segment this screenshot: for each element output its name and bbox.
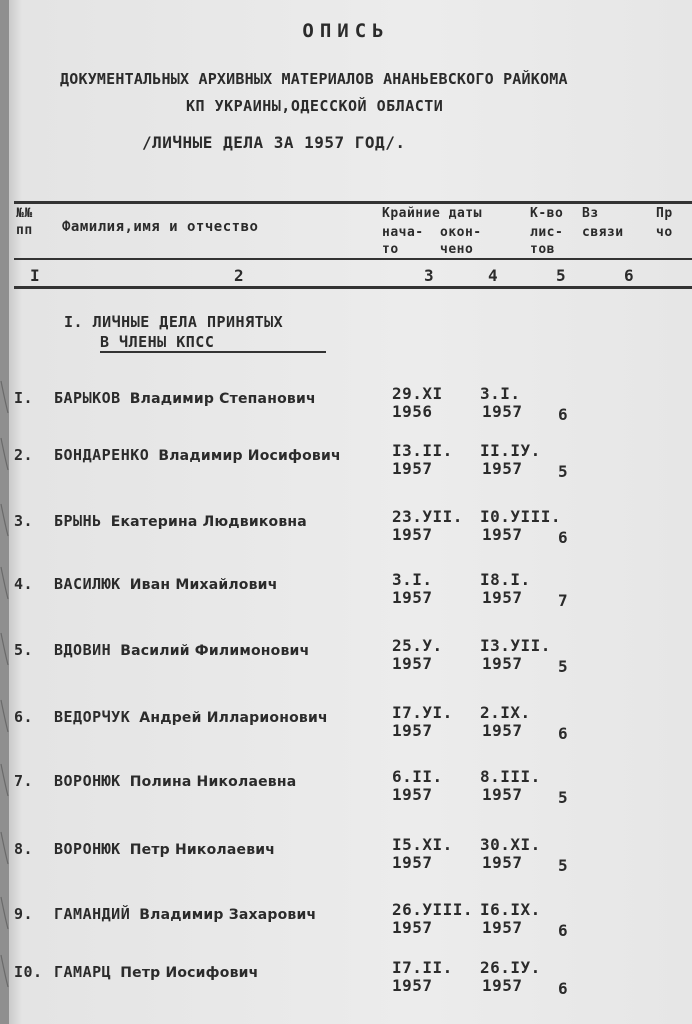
- entry-end-year: 1957: [482, 785, 523, 804]
- entry-given-names: Иван Михайлович: [129, 577, 278, 593]
- entry-name: [54, 963, 258, 981]
- entry-name: [54, 840, 275, 858]
- entry-page-count: 6: [558, 979, 569, 998]
- entry-name: [54, 772, 296, 790]
- entry-end-day: 30.XI.: [480, 835, 541, 854]
- check-mark-icon: [0, 502, 10, 538]
- table-number-rule: [14, 286, 692, 289]
- entry-surname: ВОРОНЮК: [54, 840, 121, 858]
- entry-given-names: Владимир Иосифович: [158, 448, 341, 464]
- header-number-label-line2: пп: [16, 223, 33, 238]
- check-mark-icon: [0, 565, 10, 601]
- table-top-rule: [14, 201, 692, 204]
- header-dates-label: Крайние даты: [382, 206, 482, 221]
- entry-start-year: 1957: [392, 459, 433, 478]
- section-underline: [100, 351, 326, 353]
- entry-page-count: 6: [558, 405, 569, 424]
- table-row: [0, 835, 692, 900]
- header-links-label-2: связи: [582, 225, 624, 240]
- entry-start-year: 1957: [392, 918, 433, 937]
- entry-number: 7.: [14, 772, 34, 790]
- table-header-rule: [14, 258, 692, 260]
- header-count-label-3: тов: [530, 242, 555, 257]
- entry-start-day: I7.II.: [392, 958, 453, 977]
- entry-number: 6.: [14, 708, 34, 726]
- entry-surname: ВДОВИН: [54, 641, 112, 659]
- section-heading-line1: I. ЛИЧНЫЕ ДЕЛА ПРИНЯТЫХ: [64, 313, 284, 331]
- subtitle-line-3: /ЛИЧНЫЕ ДЕЛА ЗА 1957 ГОД/.: [142, 133, 406, 152]
- header-extra-label-2: чо: [656, 225, 673, 240]
- table-row: [0, 767, 692, 832]
- entry-surname: БРЫНЬ: [54, 512, 102, 530]
- entry-given-names: Владимир Степанович: [129, 391, 316, 407]
- entry-page-count: 5: [558, 462, 569, 481]
- entry-end-day: 2.IX.: [480, 703, 531, 722]
- entry-start-year: 1957: [392, 588, 433, 607]
- check-mark-icon: [0, 762, 10, 798]
- table-row: [0, 507, 692, 572]
- entry-surname: ВОРОНЮК: [54, 772, 121, 790]
- entry-given-names: Андрей Илларионович: [139, 710, 328, 726]
- entry-start-year: 1956: [392, 402, 433, 421]
- table-row: [0, 958, 692, 1023]
- entry-number: 5.: [14, 641, 34, 659]
- entry-end-year: 1957: [482, 525, 523, 544]
- entry-start-day: 26.УIII.: [392, 900, 474, 919]
- entry-given-names: Владимир Захарович: [139, 907, 317, 923]
- entry-end-year: 1957: [482, 918, 523, 937]
- entry-surname: ВАСИЛЮК: [54, 575, 121, 593]
- header-end-label-2: чено: [440, 242, 474, 257]
- entry-name: [54, 389, 316, 407]
- entry-number: 2.: [14, 446, 34, 464]
- entry-number: 9.: [14, 905, 34, 923]
- entry-name: [54, 575, 278, 593]
- entry-start-day: 3.I.: [392, 570, 433, 589]
- header-number-label-line1: №№: [16, 206, 33, 221]
- entry-surname: ГАМАНДИЙ: [54, 905, 131, 923]
- entry-end-day: 26.IУ.: [480, 958, 541, 977]
- column-number-6: 6: [624, 266, 635, 285]
- entry-end-day: 3.I.: [480, 384, 521, 403]
- entry-start-year: 1957: [392, 976, 433, 995]
- entry-page-count: 5: [558, 657, 569, 676]
- entry-start-year: 1957: [392, 721, 433, 740]
- entry-end-day: I8.I.: [480, 570, 531, 589]
- section-heading-line2: В ЧЛЕНЫ КПСС: [100, 333, 215, 351]
- entry-page-count: 6: [558, 724, 569, 743]
- header-end-label: окон-: [440, 225, 482, 240]
- entry-end-day: I0.УIII.: [480, 507, 562, 526]
- header-links-label: Вз: [582, 206, 599, 221]
- entry-start-year: 1957: [392, 525, 433, 544]
- entry-name: [54, 641, 309, 659]
- header-name-label: Фамилия,имя и отчество: [62, 219, 259, 235]
- check-mark-icon: [0, 631, 10, 667]
- entry-end-year: 1957: [482, 721, 523, 740]
- entry-start-day: 29.XI: [392, 384, 443, 403]
- header-extra-label: Пр: [656, 206, 673, 221]
- entry-given-names: Полина Николаевна: [129, 774, 297, 790]
- table-row: [0, 384, 692, 449]
- column-number-3: 3: [424, 266, 435, 285]
- header-start-label: нача-: [382, 225, 424, 240]
- entry-name: [54, 708, 328, 726]
- entry-start-day: I5.XI.: [392, 835, 453, 854]
- entry-start-year: 1957: [392, 654, 433, 673]
- entry-start-day: 25.У.: [392, 636, 443, 655]
- entry-name: [54, 905, 316, 923]
- entry-start-year: 1957: [392, 785, 433, 804]
- entry-start-day: 6.II.: [392, 767, 443, 786]
- document-title: ОПИСЬ: [302, 20, 390, 42]
- entry-number: 8.: [14, 840, 34, 858]
- entry-start-day: I3.II.: [392, 441, 453, 460]
- header-number-label: [16, 205, 33, 239]
- table-row: [0, 703, 692, 768]
- column-number-5: 5: [556, 266, 567, 285]
- entry-end-day: 8.III.: [480, 767, 541, 786]
- entry-given-names: Петр Иосифович: [120, 965, 259, 981]
- entry-end-day: I3.УII.: [480, 636, 551, 655]
- table-row: [0, 441, 692, 506]
- entry-name: [54, 446, 341, 464]
- column-number-4: 4: [488, 266, 499, 285]
- check-mark-icon: [0, 698, 10, 734]
- entry-end-year: 1957: [482, 853, 523, 872]
- entry-end-year: 1957: [482, 459, 523, 478]
- entry-given-names: Екатерина Людвиковна: [110, 514, 307, 530]
- column-number-2: 2: [234, 266, 245, 285]
- entry-surname: ВЕДОРЧУК: [54, 708, 131, 726]
- entry-page-count: 6: [558, 528, 569, 547]
- entry-end-year: 1957: [482, 402, 523, 421]
- entry-start-year: 1957: [392, 853, 433, 872]
- check-mark-icon: [0, 895, 10, 931]
- header-start-label-2: то: [382, 242, 399, 257]
- header-count-label: К-во: [530, 206, 564, 221]
- check-mark-icon: [0, 379, 10, 415]
- entry-given-names: Василий Филимонович: [120, 643, 310, 659]
- entry-end-year: 1957: [482, 976, 523, 995]
- entry-surname: ГАМАРЦ: [54, 963, 112, 981]
- table-row: [0, 636, 692, 701]
- entry-surname: БОНДАРЕНКО: [54, 446, 150, 464]
- entry-page-count: 7: [558, 591, 569, 610]
- entry-name: [54, 512, 307, 530]
- entry-end-day: II.IУ.: [480, 441, 541, 460]
- table-row: [0, 570, 692, 635]
- entry-page-count: 5: [558, 788, 569, 807]
- check-mark-icon: [0, 436, 10, 472]
- entry-number: 4.: [14, 575, 34, 593]
- column-number-1: I: [30, 266, 41, 285]
- entry-end-day: I6.IX.: [480, 900, 541, 919]
- header-count-label-2: лис-: [530, 225, 564, 240]
- entry-end-year: 1957: [482, 654, 523, 673]
- entry-number: I0.: [14, 963, 43, 981]
- entry-number: 3.: [14, 512, 34, 530]
- subtitle-line-2: КП УКРАИНЫ,ОДЕССКОЙ ОБЛАСТИ: [186, 97, 444, 115]
- entry-surname: БАРЫКОВ: [54, 389, 121, 407]
- check-mark-icon: [0, 953, 10, 989]
- entry-page-count: 6: [558, 921, 569, 940]
- entry-given-names: Петр Николаевич: [129, 842, 276, 858]
- check-mark-icon: [0, 830, 10, 866]
- subtitle-line-1: ДОКУМЕНТАЛЬНЫХ АРХИВНЫХ МАТЕРИАЛОВ АНАНЬЕВСКОГО РАЙКОМА: [60, 70, 568, 88]
- entry-start-day: 23.УII.: [392, 507, 463, 526]
- entry-page-count: 5: [558, 856, 569, 875]
- table-row: [0, 900, 692, 965]
- entry-end-year: 1957: [482, 588, 523, 607]
- entry-start-day: I7.УI.: [392, 703, 453, 722]
- entry-number: I.: [14, 389, 34, 407]
